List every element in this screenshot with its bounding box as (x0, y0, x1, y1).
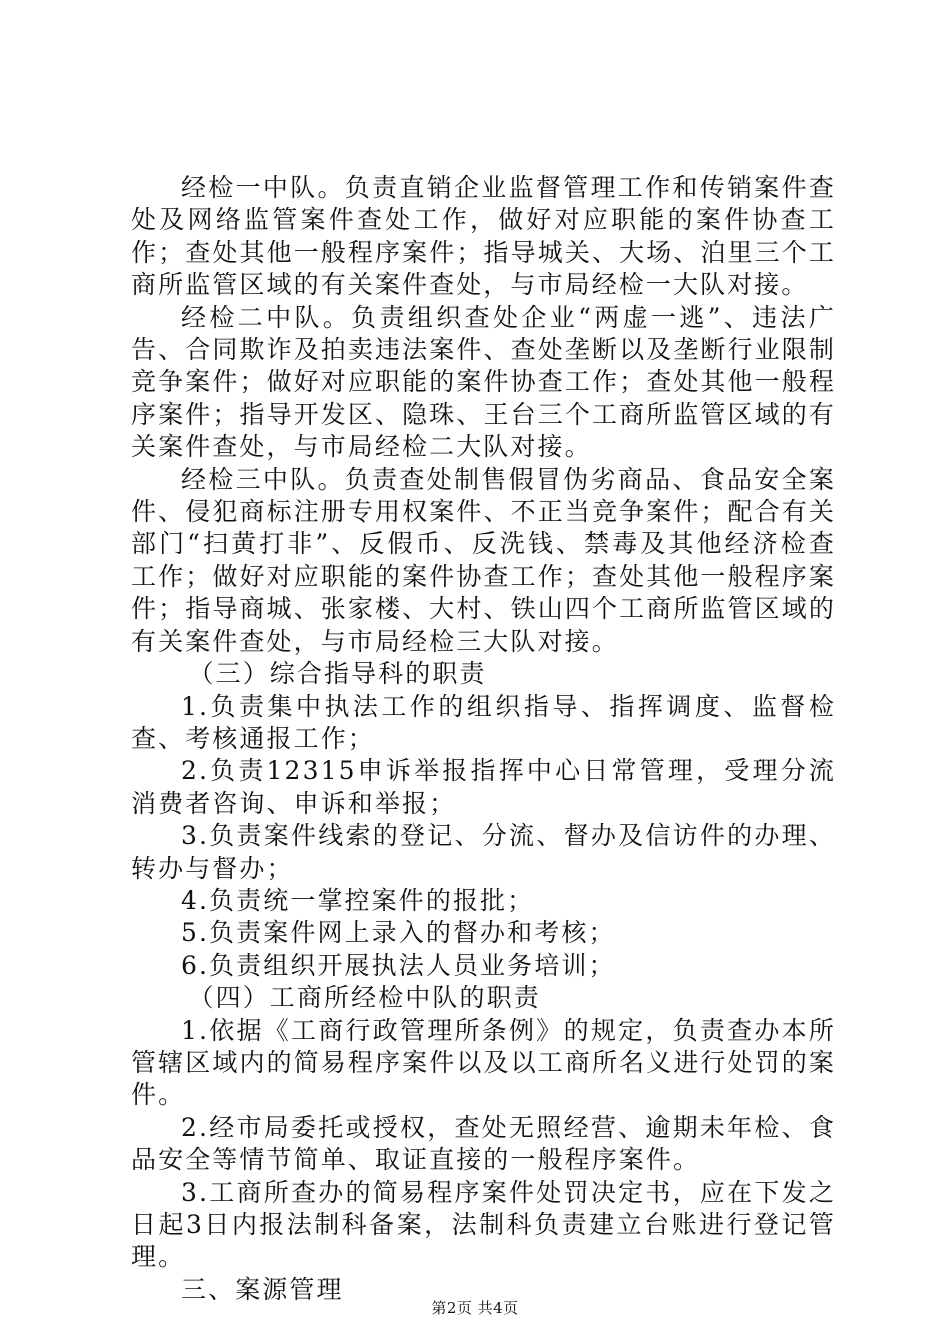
list-item: 2.经市局委托或授权，查处无照经营、逾期未年检、食品安全等情节简单、取证直接的一般程序案件。 (131, 1112, 836, 1175)
list-item: 2.负责12315申诉举报指挥中心日常管理，受理分流消费者咨询、申诉和举报； (131, 756, 836, 818)
page-number-footer: 第2页 共4页 (431, 1299, 519, 1317)
paragraph-team-1: 经检一中队。负责直销企业监督管理工作和传销案件查处及网络监管案件查处工作，做好对应职能的案件协查工作；查处其他一般程序案件；指导城关、大场、泊里三个工商所监管区域的有关案件查处，与市局经检一大队对接。 (131, 173, 836, 300)
list-item: 5.负责案件网上录入的督办和考核； (181, 918, 616, 948)
list-item: 4.负责统一掌控案件的报批； (181, 885, 535, 915)
section-heading-4: （四）工商所经检中队的职责 (188, 983, 541, 1013)
section-heading-case-source: 三、案源管理 (181, 1274, 344, 1304)
document-body (131, 172, 836, 1306)
paragraph-team-3: 经检三中队。负责查处制售假冒伪劣商品、食品安全案件、侵犯商标注册专用权案件、不正当竞争案件；配合有关部门“扫黄打非”、反假币、反洗钱、禁毒及其他经济检查工作；做好对应职能的案件协查工作；查处其他一般程序案件；指导商城、张家楼、大村、铁山四个工商所监管区域的有关案件查处，与市局经检三大队对接。 (131, 464, 836, 656)
list-item: 3.负责案件线索的登记、分流、督办及信访件的办理、转办与督办； (131, 821, 836, 883)
list-item: 1.负责集中执法工作的组织指导、指挥调度、监督检查、考核通报工作； (131, 691, 836, 753)
list-item: 3.工商所查办的简易程序案件处罚决定书，应在下发之日起3日内报法制科备案，法制科负责建立台账进行登记管理。 (131, 1177, 836, 1272)
list-item: 1.依据《工商行政管理所条例》的规定，负责查办本所管辖区域内的简易程序案件以及以工商所名义进行处罚的案件。 (131, 1015, 836, 1110)
paragraph-team-2: 经检二中队。负责组织查处企业“两虚一逃”、违法广告、合同欺诈及拍卖违法案件、查处垄断以及垄断行业限制竞争案件；做好对应职能的案件协查工作；查处其他一般程序案件；指导开发区、隐珠、王台三个工商所监管区域的有关案件查处，与市局经检二大队对接。 (131, 302, 836, 462)
section-heading-3: （三）综合指导科的职责 (188, 659, 487, 689)
list-item: 6.负责组织开展执法人员业务培训； (181, 950, 616, 980)
